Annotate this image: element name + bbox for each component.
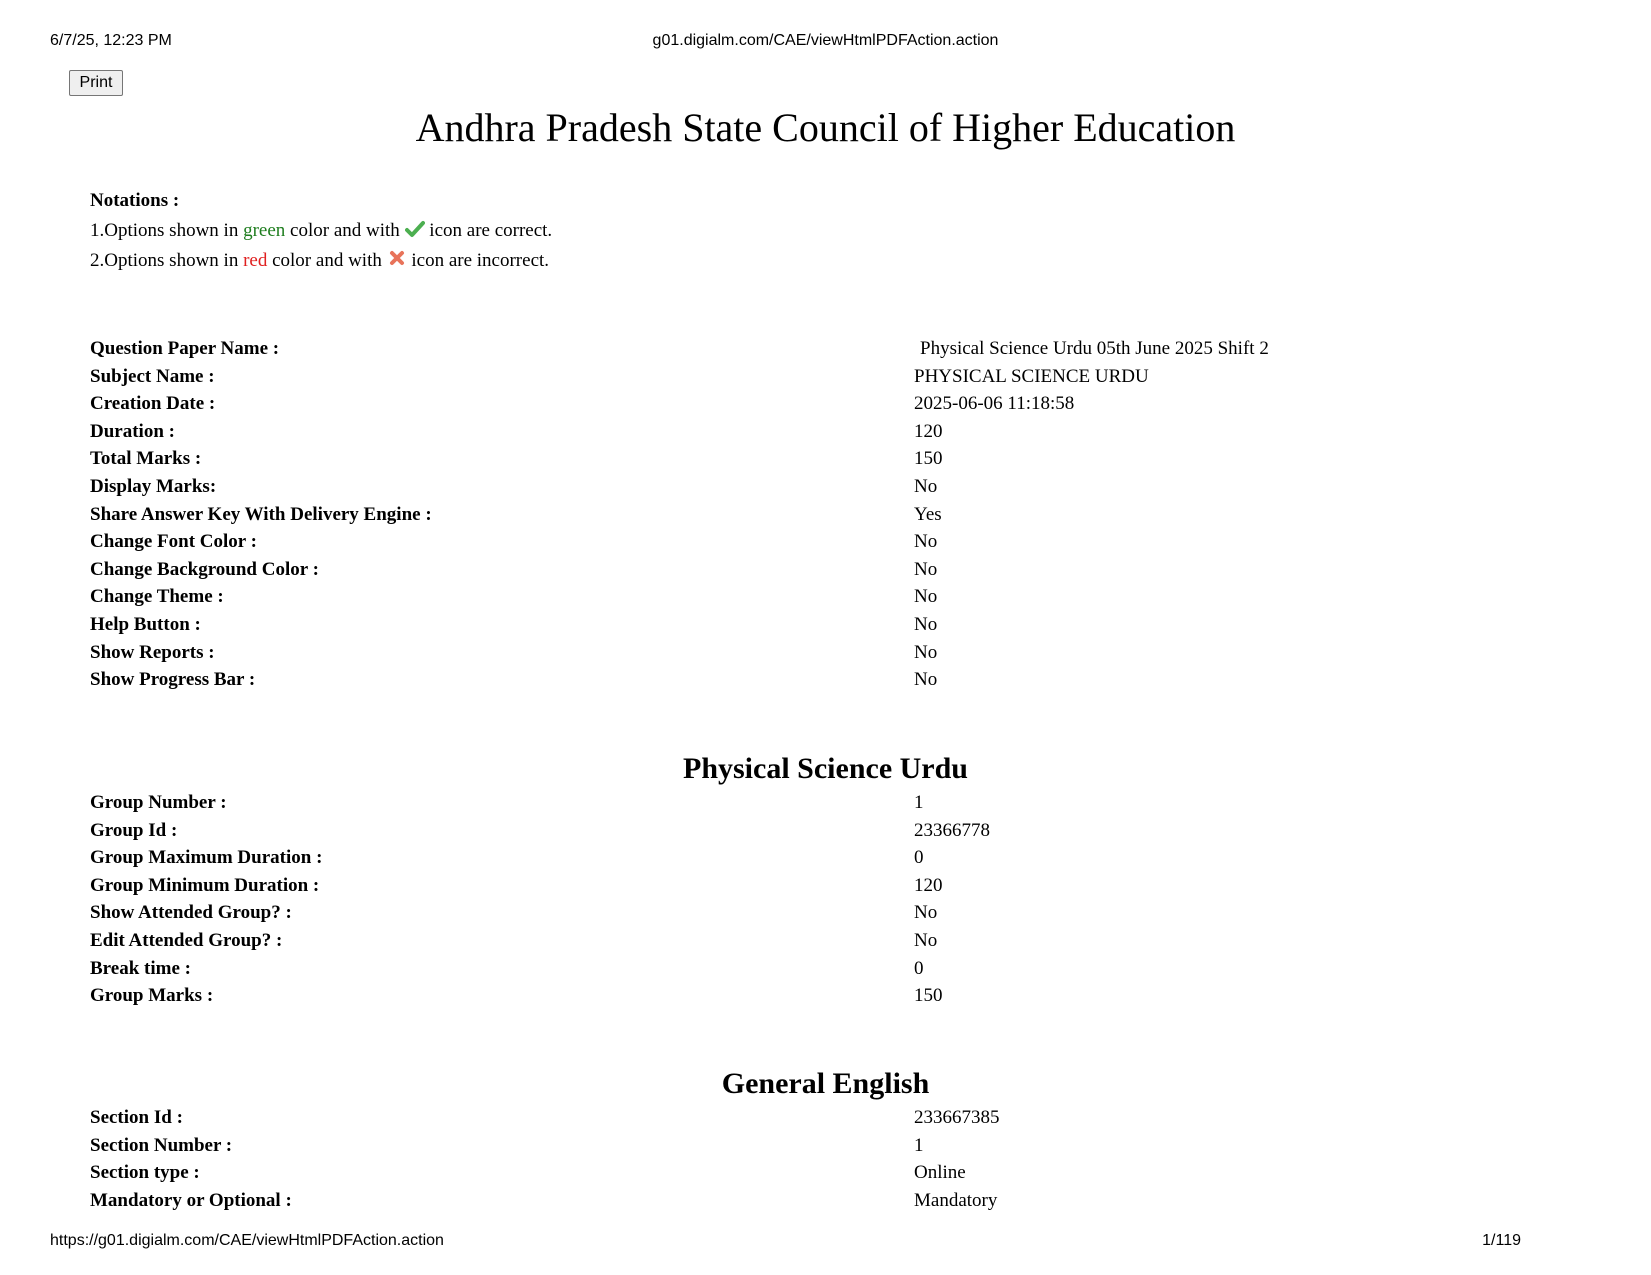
- group-row: [90, 899, 1490, 927]
- group-label: Break time :: [90, 957, 191, 979]
- info-value: No: [914, 531, 938, 553]
- group-label: Group Maximum Duration :: [90, 847, 323, 869]
- group-value: 23366778: [914, 819, 990, 841]
- info-label: Total Marks :: [90, 448, 202, 470]
- group-value: No: [914, 929, 938, 951]
- info-label: Question Paper Name :: [90, 338, 280, 359]
- notations-block: [90, 186, 552, 276]
- info-row: [90, 611, 1490, 639]
- info-row: [90, 666, 1490, 694]
- red-word: red: [243, 250, 268, 271]
- info-row: [90, 390, 1490, 418]
- info-label: Change Theme :: [90, 586, 224, 608]
- info-label: Show Progress Bar :: [90, 669, 256, 691]
- section-value: Online: [914, 1162, 966, 1184]
- group-title: Physical Science Urdu: [683, 752, 968, 785]
- info-row: [90, 639, 1490, 667]
- section-label: Section Number :: [90, 1134, 233, 1156]
- section-value: 233667385: [914, 1107, 1000, 1128]
- group-row: [90, 955, 1490, 983]
- print-datetime: 6/7/25, 12:23 PM: [50, 32, 172, 49]
- info-label: Creation Date :: [90, 393, 216, 415]
- section-row: [90, 1104, 1490, 1132]
- group-row: [90, 927, 1490, 955]
- info-row: [90, 528, 1490, 556]
- info-row: [90, 445, 1490, 473]
- section-row: [90, 1132, 1490, 1160]
- group-label: Group Number :: [90, 792, 227, 813]
- info-row: [90, 363, 1490, 391]
- cross-icon: [387, 248, 407, 266]
- group-row: [90, 817, 1490, 845]
- green-word: green: [243, 220, 286, 241]
- group-row: [90, 982, 1490, 1010]
- info-value: No: [914, 558, 938, 580]
- section-title: General English: [721, 1067, 930, 1100]
- info-value: Yes: [914, 503, 942, 525]
- section-label: Section type :: [90, 1162, 200, 1184]
- group-row: [90, 872, 1490, 900]
- info-row: [90, 583, 1490, 611]
- info-label: Subject Name :: [90, 365, 215, 387]
- group-row: [90, 789, 1490, 817]
- info-row: [90, 556, 1490, 584]
- section-label: Mandatory or Optional :: [90, 1189, 292, 1211]
- group-value: 0: [914, 847, 924, 869]
- info-label: Display Marks:: [90, 475, 217, 497]
- section-value: Mandatory: [914, 1189, 998, 1211]
- info-row: [90, 335, 1490, 363]
- browser-print-header: [50, 32, 1601, 52]
- print-button[interactable]: Print: [69, 70, 123, 96]
- notation-correct: 1.Options shown in green color and with icon are correct.: [90, 220, 553, 241]
- info-value: No: [914, 641, 938, 663]
- page-number: 1/119: [1482, 1232, 1521, 1249]
- info-value: 120: [914, 420, 943, 442]
- info-value: PHYSICAL SCIENCE URDU: [914, 365, 1149, 387]
- info-label: Share Answer Key With Delivery Engine :: [90, 503, 432, 525]
- group-label: Group Id :: [90, 819, 178, 841]
- info-row: [90, 418, 1490, 446]
- info-label: Change Background Color :: [90, 558, 319, 580]
- section-row: [90, 1159, 1490, 1187]
- info-label: Change Font Color :: [90, 531, 257, 553]
- group-label: Group Marks :: [90, 985, 214, 1007]
- section-row: [90, 1187, 1490, 1215]
- info-value: No: [914, 586, 938, 608]
- section-value: 1: [914, 1134, 924, 1156]
- group-row: [90, 844, 1490, 872]
- section-label: Section Id :: [90, 1107, 183, 1128]
- group-label: Group Minimum Duration :: [90, 874, 320, 896]
- notation-incorrect: 2.Options shown in red color and with icon are incorrect.: [90, 250, 550, 271]
- info-row: [90, 473, 1490, 501]
- group-value: 120: [914, 874, 943, 896]
- info-value: Physical Science Urdu 05th June 2025 Shift 2: [920, 338, 1269, 359]
- group-label: Show Attended Group? :: [90, 902, 292, 924]
- group-info-table: [90, 789, 1490, 1010]
- info-label: Show Reports :: [90, 641, 215, 663]
- notations-heading: Notations :: [90, 190, 180, 211]
- info-value: 2025-06-06 11:18:58: [914, 393, 1075, 415]
- print-footer-url: https://g01.digialm.com/CAE/viewHtmlPDFAction.action: [50, 1232, 444, 1249]
- group-value: 0: [914, 957, 924, 979]
- page-title: Andhra Pradesh State Council of Higher Education: [415, 105, 1236, 150]
- section-info-table: [90, 1104, 1490, 1214]
- group-value: 150: [914, 985, 943, 1007]
- browser-print-footer: [50, 1232, 1521, 1252]
- group-value: 1: [914, 792, 924, 813]
- info-value: 150: [914, 448, 943, 470]
- info-value: No: [914, 669, 938, 691]
- info-label: Duration :: [90, 420, 175, 442]
- info-row: [90, 501, 1490, 529]
- print-header-url: g01.digialm.com/CAE/viewHtmlPDFAction.action: [652, 32, 999, 49]
- info-value: No: [914, 475, 938, 497]
- info-label: Help Button :: [90, 613, 201, 635]
- group-value: No: [914, 902, 938, 924]
- info-value: No: [914, 613, 938, 635]
- check-icon: [405, 218, 425, 236]
- group-label: Edit Attended Group? :: [90, 929, 283, 951]
- paper-info-table: [90, 335, 1490, 694]
